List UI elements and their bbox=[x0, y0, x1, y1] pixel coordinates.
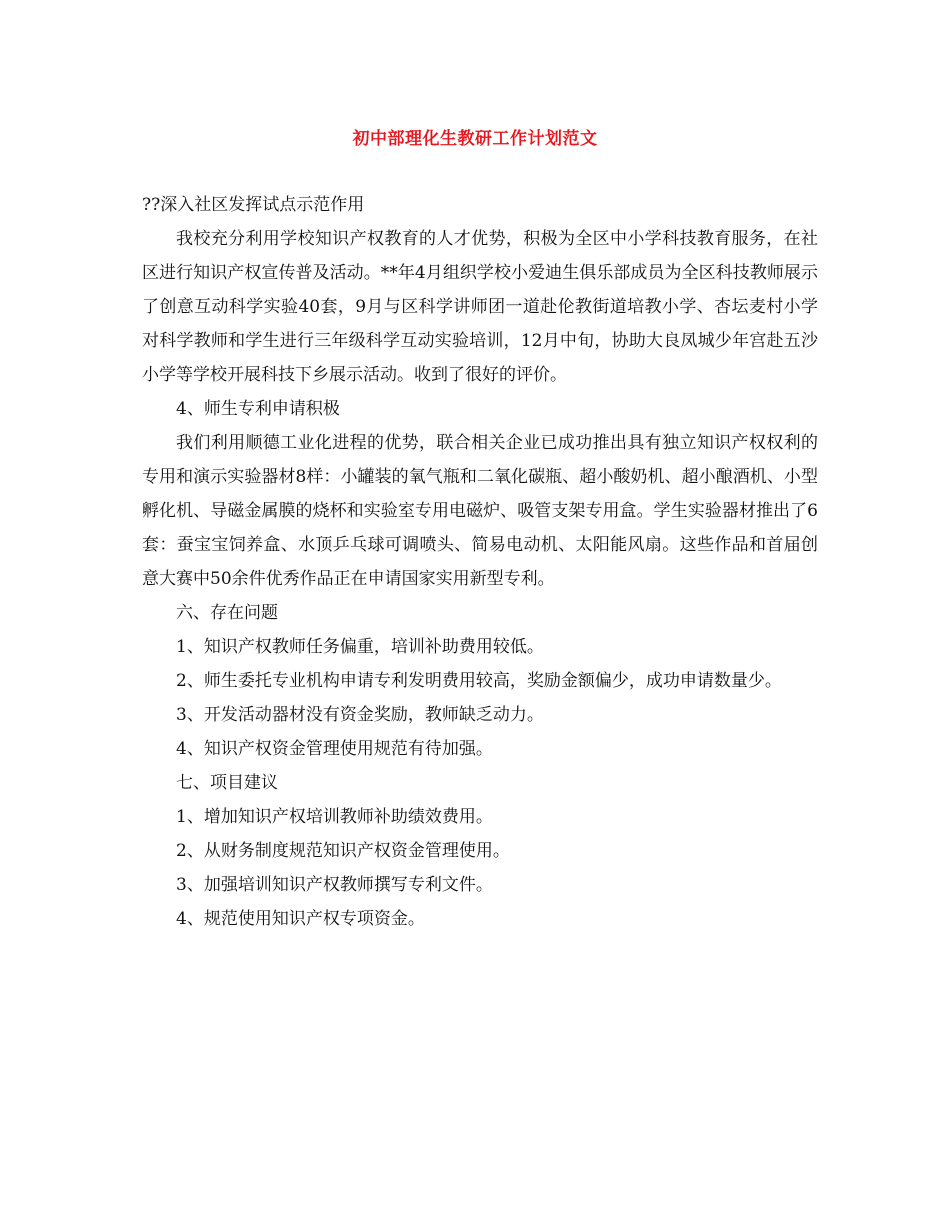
section-heading-patents: 4、师生专利申请积极 bbox=[176, 399, 340, 419]
paragraph-patent-equipment: 我们利用顺德工业化进程的优势，联合相关企业已成功推出具有独立知识产权权利的专用和演示实验器材8样：小罐装的氧气瓶和二氧化碳瓶、超小酸奶机、超小酿酒机、小型孵化机、导磁金属膜的烧杯和实验室专用电磁炉、吸管支架专用盒。学生实验器材推出了6套：蚕宝宝饲养盒、水顶乒乓球可调喷头、简易电动机、太阳能风扇。这些作品和首届创意大赛中50余件优秀作品正在申请国家实用新型专利。 bbox=[142, 433, 818, 589]
suggestion-item-2: 2、从财务制度规范知识产权资金管理使用。 bbox=[176, 841, 510, 861]
problem-item-1: 1、知识产权教师任务偏重，培训补助费用较低。 bbox=[176, 637, 544, 657]
paragraph-community-service: 我校充分利用学校知识产权教育的人才优势，积极为全区中小学科技教育服务，在社区进行知识产权宣传普及活动。**年4月组织学校小爱迪生俱乐部成员为全区科技教师展示了创意互动科学实验40套，9月与区科学讲师团一道赴伦教街道培教小学、杏坛麦村小学对科学教师和学生进行三年级科学互动实验培训，12月中旬，协助大良凤城少年宫赴五沙小学等学校开展科技下乡展示活动。收到了很好的评价。 bbox=[142, 229, 818, 385]
problem-item-2: 2、师生委托专业机构申请专利发明费用较高，奖励金额偏少，成功申请数量少。 bbox=[176, 671, 782, 691]
suggestion-item-1: 1、增加知识产权培训教师补助绩效费用。 bbox=[176, 807, 493, 827]
section-heading-problems: 六、存在问题 bbox=[176, 603, 278, 623]
suggestion-item-3: 3、加强培训知识产权教师撰写专利文件。 bbox=[176, 875, 493, 895]
document-title: 初中部理化生教研工作计划范文 bbox=[352, 129, 598, 149]
section-heading-community: ??深入社区发挥试点示范作用 bbox=[142, 195, 365, 215]
section-heading-suggestions: 七、项目建议 bbox=[176, 773, 278, 793]
document-body bbox=[142, 188, 818, 936]
suggestion-item-4: 4、规范使用知识产权专项资金。 bbox=[176, 909, 425, 929]
problem-item-4: 4、知识产权资金管理使用规范有待加强。 bbox=[176, 739, 493, 759]
problem-item-3: 3、开发活动器材没有资金奖励，教师缺乏动力。 bbox=[176, 705, 544, 725]
